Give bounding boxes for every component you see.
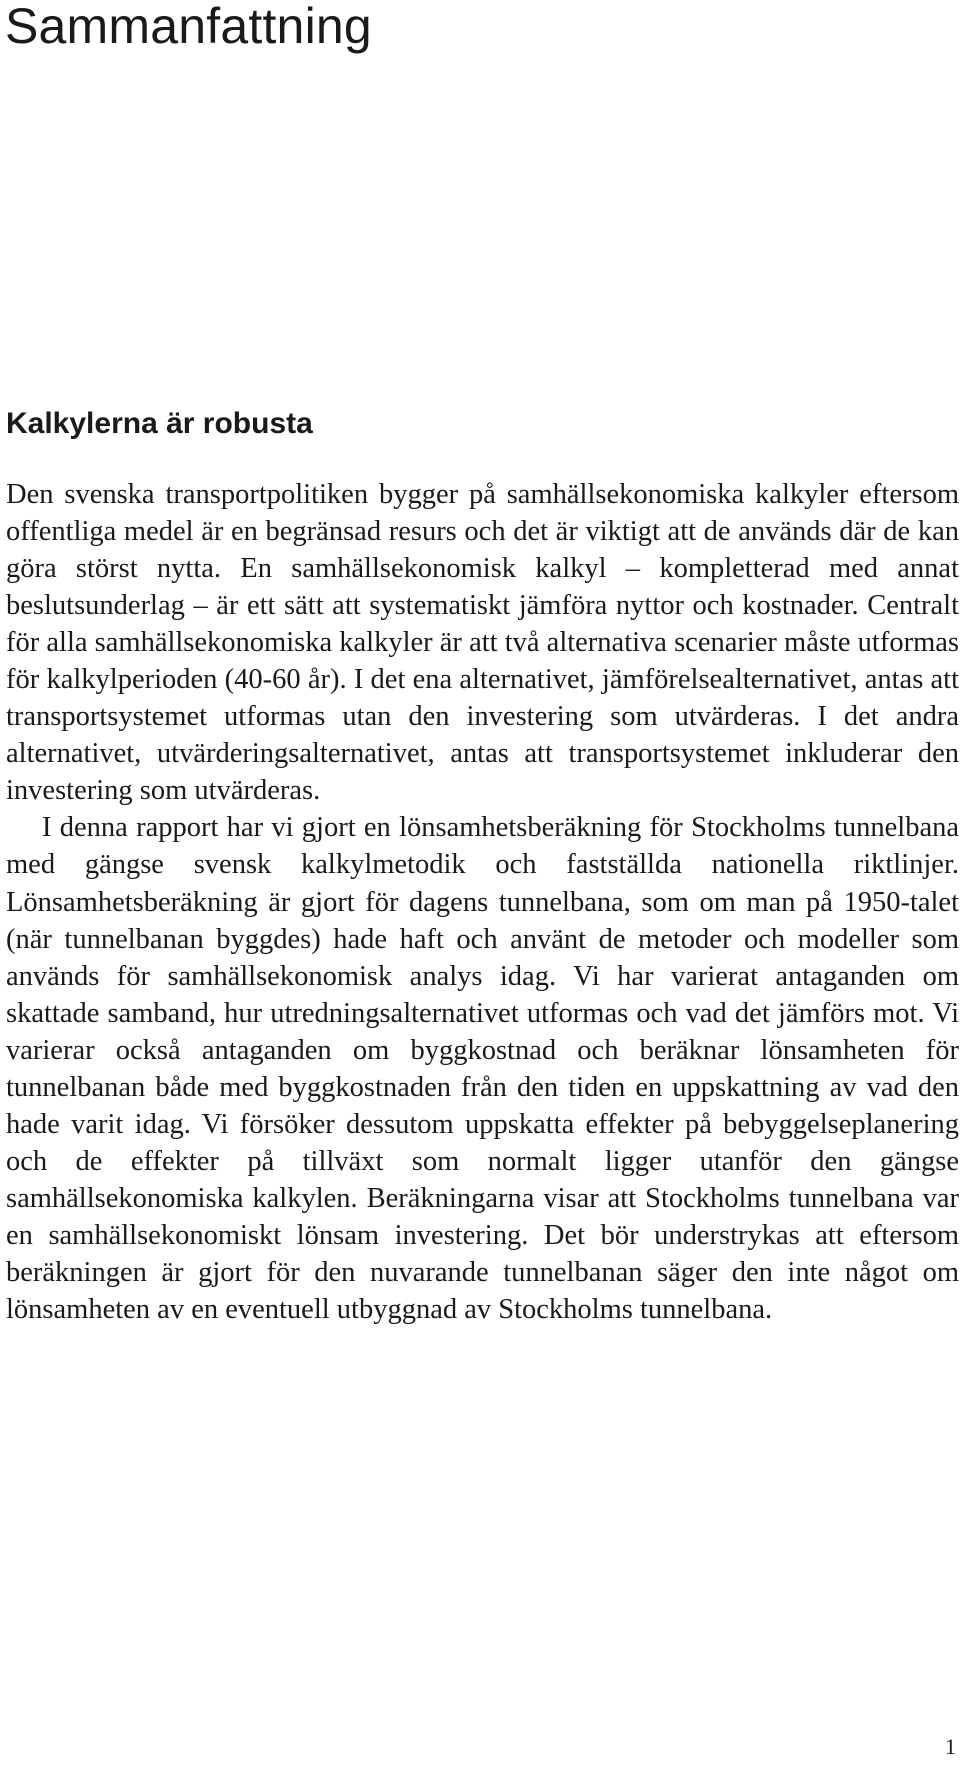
page-title: Sammanfattning [5, 0, 372, 54]
paragraph-report: I denna rapport har vi gjort en lönsamhetsberäkning för Stockholms tunnelbana med gängse svensk kalkylmetodik och fastställda nationella riktlinjer. Lönsamhetsberäkning är gjort för dagens tunnelbana, som om man på 1950-talet (när tunnelbanan byggdes) hade haft och använt de metoder och modeller som används för samhällsekonomisk analys idag. Vi har varierat antaganden om skattade samband, hur utredningsalternativet utformas och vad det jämförs mot. Vi varierar också antaganden om byggkostnad och beräknar lönsamheten för tunnelbanan både med byggkostnaden från den tiden en uppskattning av vad den hade varit idag. Vi försöker dessutom uppskatta effekter på bebyggelseplanering och de effekter på tillväxt som normalt ligger utanför den gängse samhällsekonomiska kalkylen. Beräkningarna visar att Stockholms tunnelbana var en samhällsekonomiskt lönsam investering. Det bör understrykas att eftersom beräkningen är gjort för den nuvarande tunnelbanan säger den inte något om lönsamheten av en eventuell utbyggnad av Stockholms tunnelbana. [6, 812, 959, 1326]
page-number: 1 [945, 1734, 956, 1759]
body-text [6, 476, 959, 1328]
section-heading: Kalkylerna är robusta [6, 407, 313, 440]
paragraph-intro: Den svenska transportpolitiken bygger på samhällsekonomiska kalkyler eftersom offentliga medel är en begränsad resurs och det är viktigt att de används där de kan göra störst nytta. En samhällsekonomisk kalkyl – kompletterad med annat beslutsunderlag – är ett sätt att systematiskt jämföra nyttor och kostnader. Centralt för alla samhällsekonomiska kalkyler är att två alternativa scenarier måste utformas för kalkylperioden (40-60 år). I det ena alternativet, jämförelsealternativet, antas att transportsystemet utformas utan den investering som utvärderas. I det andra alternativet, utvärderingsalternativet, antas att transportsystemet inkluderar den investering som utvärderas. [6, 479, 959, 807]
